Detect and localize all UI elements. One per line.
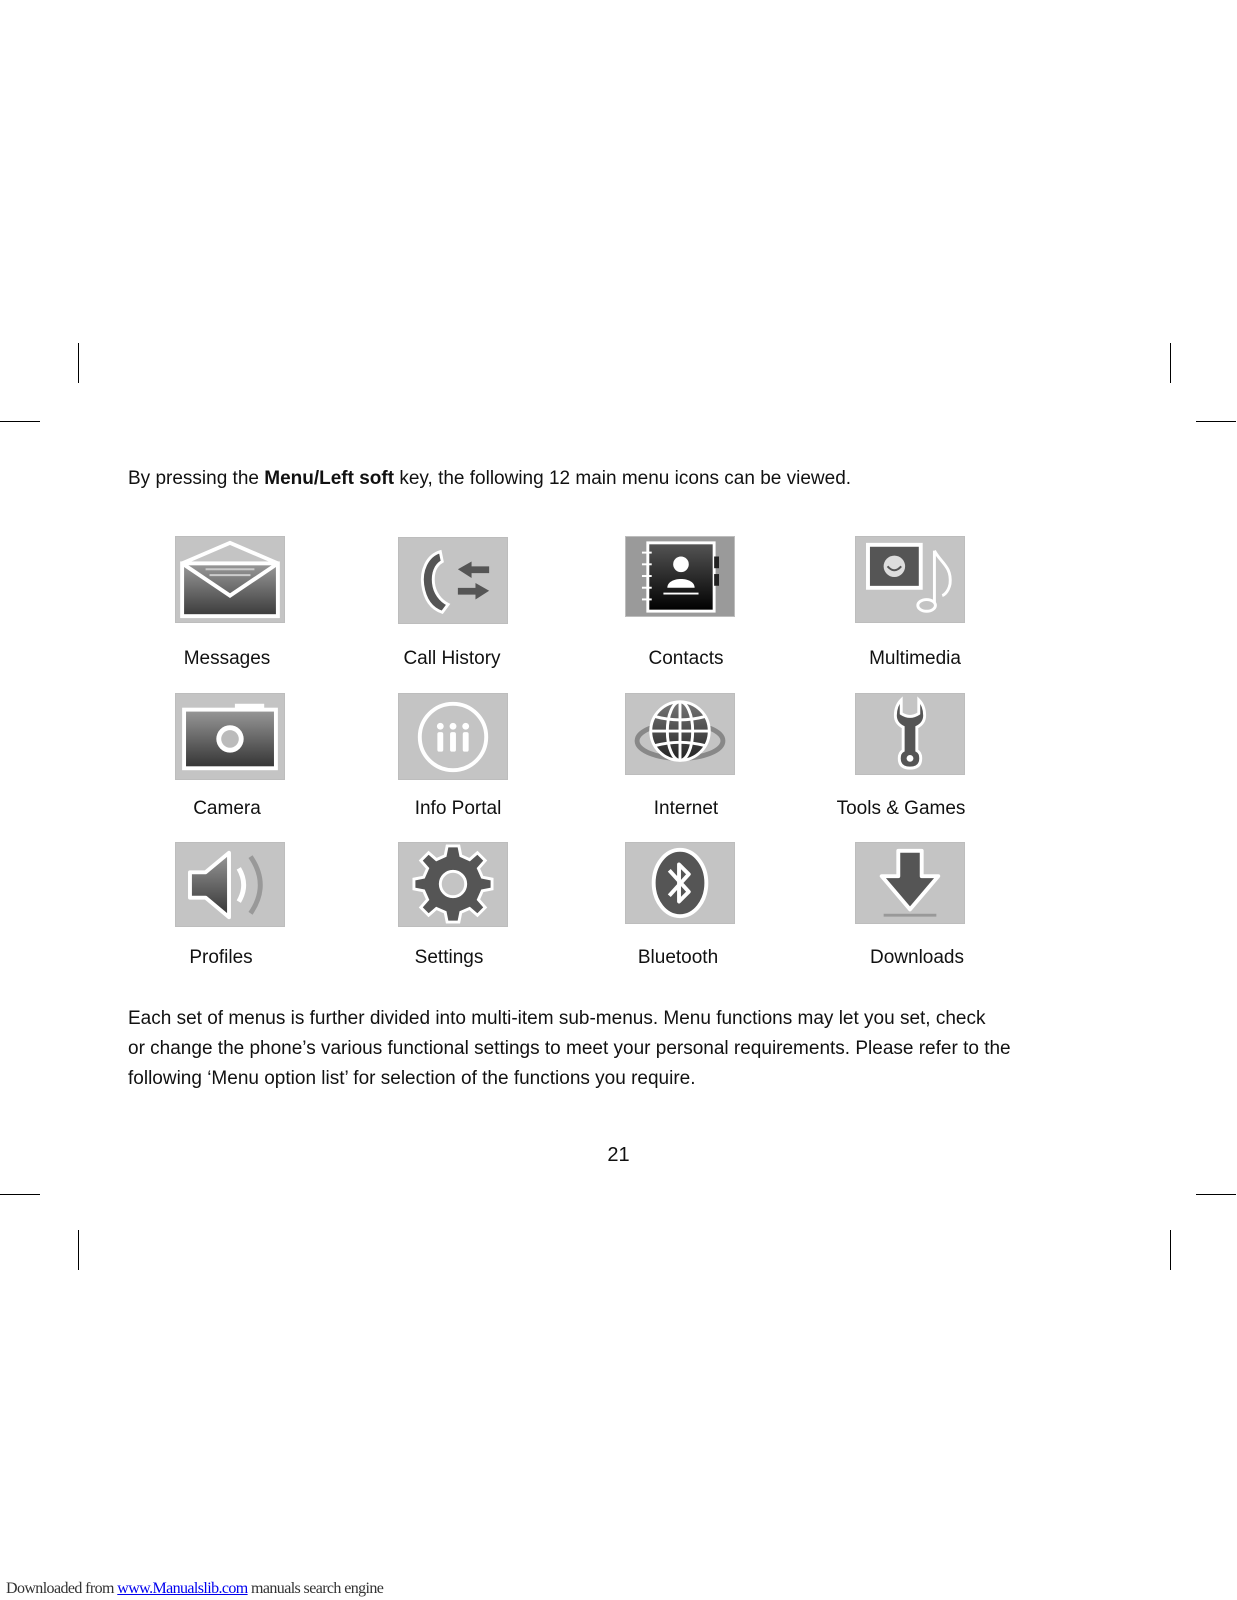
crop-mark [1170, 343, 1171, 383]
info-portal-icon [399, 694, 507, 779]
outro-paragraph [128, 1004, 1088, 1094]
menu-key-name: Menu/Left soft [264, 468, 395, 489]
menu-label: Settings [414, 947, 484, 968]
camera-icon [176, 694, 284, 779]
messages-icon-tile [175, 536, 285, 623]
wrench-icon [856, 694, 964, 774]
globe-icon [626, 694, 734, 774]
multimedia-icon [856, 537, 964, 622]
footer: Downloaded from www.Manualslib.com manuals search engine [6, 1580, 384, 1597]
intro-text: By pressing the Menu/Left soft key, the following 12 main menu icons can be viewed. [128, 468, 852, 489]
menu-label: Profiles [189, 947, 253, 968]
profiles-icon-tile [175, 842, 285, 927]
tools-games-icon-tile [855, 693, 965, 775]
call-history-icon-tile [398, 537, 508, 624]
crop-mark [1196, 421, 1236, 422]
camera-icon-tile [175, 693, 285, 780]
outro-line: following ‘Menu option list’ for selection of the functions you require. [128, 1068, 696, 1089]
menu-label: Tools & Games [836, 798, 966, 819]
menu-label: Info Portal [414, 798, 502, 819]
crop-mark [78, 1230, 79, 1270]
outro-line: Each set of menus is further divided into multi-item sub-menus. Menu functions may let you set, check [128, 1008, 986, 1029]
gear-icon [399, 843, 507, 926]
menu-label: Internet [653, 798, 719, 819]
speaker-icon [176, 843, 284, 926]
menu-label: Bluetooth [637, 947, 719, 968]
bluetooth-icon [626, 843, 734, 923]
multimedia-icon-tile [855, 536, 965, 623]
crop-mark [0, 421, 40, 422]
menu-label: Call History [403, 648, 501, 669]
envelope-icon [176, 537, 284, 622]
internet-icon-tile [625, 693, 735, 775]
download-arrow-icon [856, 843, 964, 923]
menu-label: Messages [183, 648, 271, 669]
bluetooth-icon-tile [625, 842, 735, 924]
outro-line: or change the phone’s various functional settings to meet your personal requirements. Please refer to the [128, 1038, 1011, 1059]
menu-label: Contacts [648, 648, 724, 669]
crop-mark [1170, 1230, 1171, 1270]
crop-mark [1196, 1194, 1236, 1195]
downloads-icon-tile [855, 842, 965, 924]
crop-mark [0, 1194, 40, 1195]
manualslib-link[interactable]: www.Manualslib.com [117, 1580, 248, 1597]
call-history-icon [399, 538, 507, 623]
info-portal-icon-tile [398, 693, 508, 780]
menu-label: Camera [193, 798, 261, 819]
menu-label: Downloads [870, 947, 964, 968]
page-number: 21 [607, 1144, 630, 1166]
settings-icon-tile [398, 842, 508, 927]
menu-label: Multimedia [869, 648, 961, 669]
contacts-book-icon [626, 537, 734, 616]
contacts-icon-tile [625, 536, 735, 617]
crop-mark [78, 343, 79, 383]
